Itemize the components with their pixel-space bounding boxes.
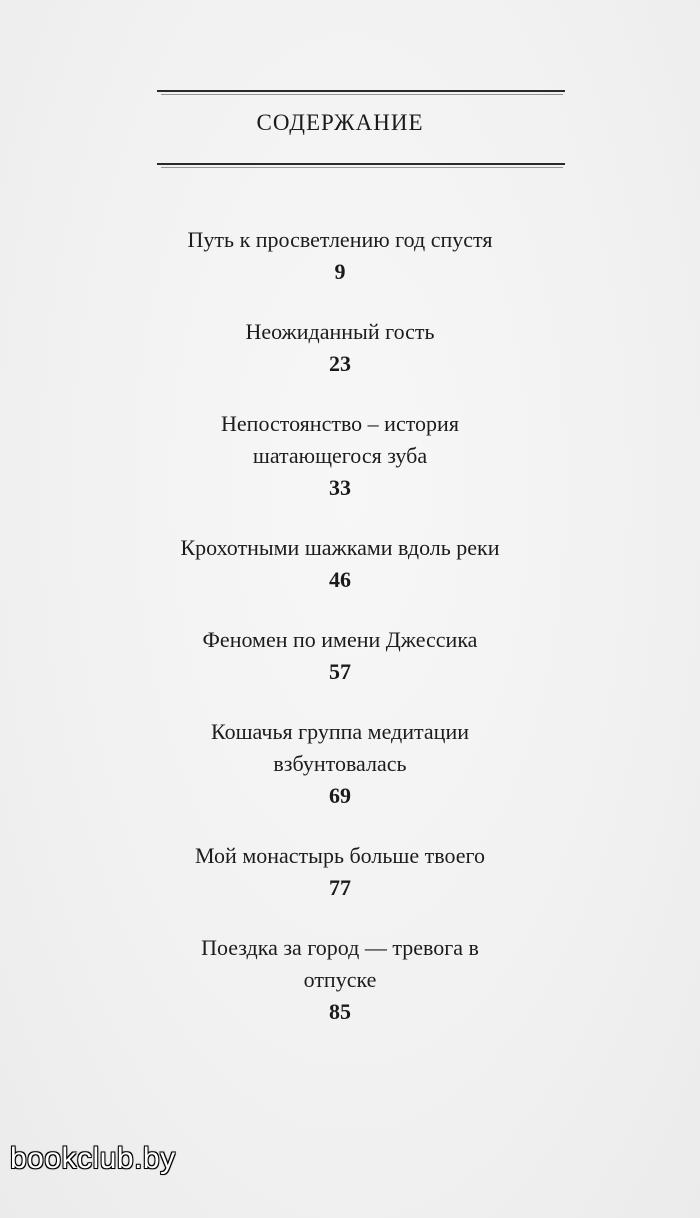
toc-entry[interactable] xyxy=(0,316,680,380)
toc-heading: СОДЕРЖАНИЕ xyxy=(256,110,424,135)
toc-entry-title: Крохотными шажками вдоль реки xyxy=(180,535,500,560)
toc-entry-title: Феномен по имени Джессика xyxy=(202,627,478,652)
toc-entry-page: 46 xyxy=(329,567,351,592)
toc-entry-page: 77 xyxy=(329,875,351,900)
table-of-contents xyxy=(0,224,680,1056)
toc-entry[interactable] xyxy=(0,624,680,688)
toc-entry-title: Поездка за город — тревога в отпуске xyxy=(201,935,479,992)
toc-entry[interactable] xyxy=(0,716,680,812)
toc-entry[interactable] xyxy=(0,532,680,596)
toc-entry-page: 33 xyxy=(329,475,351,500)
toc-entry-page: 9 xyxy=(334,259,346,284)
top-divider xyxy=(157,90,565,92)
toc-entry-title: Путь к просветлению год спустя xyxy=(187,227,493,252)
toc-entry-title: Мой монастырь больше твоего xyxy=(195,843,485,868)
toc-entry-page: 69 xyxy=(329,783,351,808)
toc-entry-title: Неожиданный гость xyxy=(245,319,435,344)
toc-entry-page: 57 xyxy=(329,659,351,684)
toc-entry[interactable] xyxy=(0,408,680,504)
toc-entry-page: 23 xyxy=(329,351,351,376)
toc-entry-page: 85 xyxy=(329,999,351,1024)
bottom-divider xyxy=(157,163,565,165)
toc-entry-title: Кошачья группа медитации взбунтовалась xyxy=(211,719,469,776)
toc-entry[interactable] xyxy=(0,224,680,288)
toc-entry[interactable] xyxy=(0,840,680,904)
toc-entry[interactable] xyxy=(0,932,680,1028)
toc-entry-title: Непостоянство – история шатающегося зуба xyxy=(221,411,459,468)
site-watermark: bookclub.by xyxy=(10,1142,176,1175)
